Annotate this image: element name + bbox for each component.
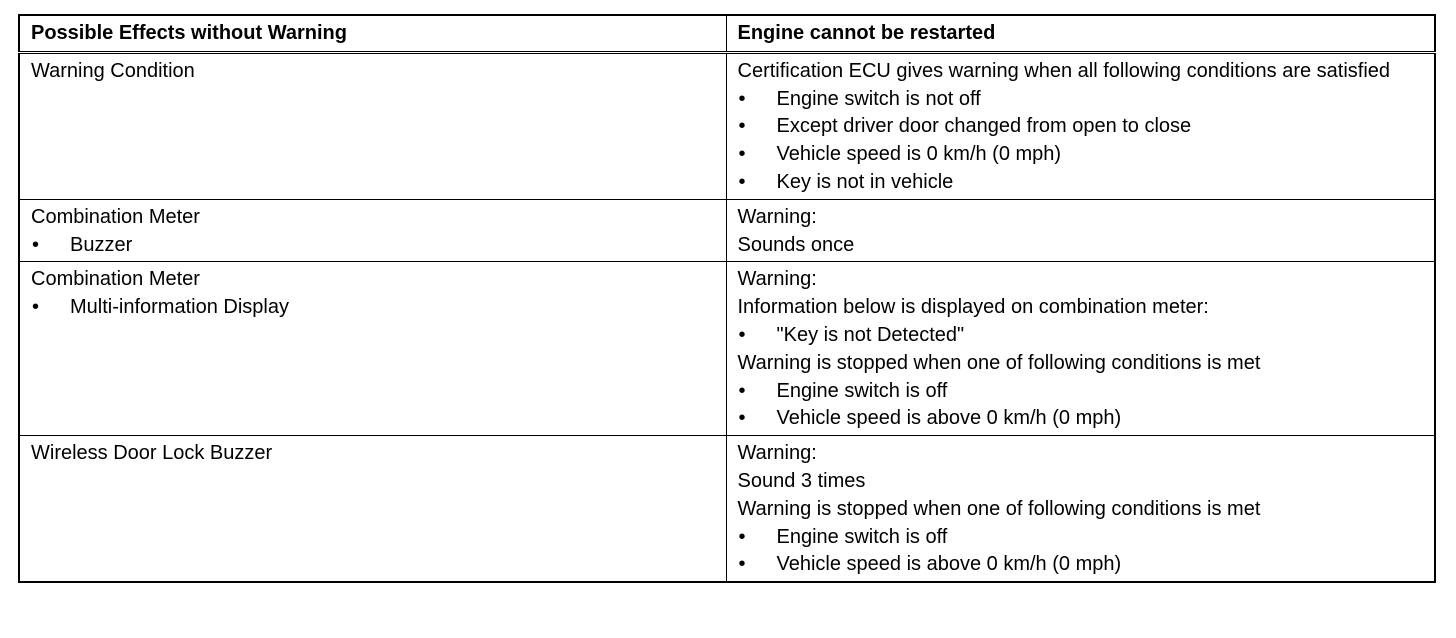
description-bullet: • Engine switch is off: [738, 524, 1425, 552]
description-bullet: • Vehicle speed is 0 km/h (0 mph): [738, 141, 1425, 169]
description-bullet: • Engine switch is not off: [738, 86, 1425, 114]
table-header-row: [19, 15, 1435, 52]
description-text: Warning is stopped when one of following conditions is met: [737, 351, 1261, 374]
description-text: Information below is displayed on combination meter:: [737, 296, 1209, 319]
bullet-icon: •: [738, 115, 746, 138]
description-text: Warning is stopped when one of following conditions is met: [737, 497, 1261, 520]
bullet-icon: •: [738, 323, 746, 346]
bullet-icon: •: [32, 233, 40, 256]
description-bullet: • Key is not in vehicle: [738, 169, 1425, 197]
description-bullet: • Vehicle speed is above 0 km/h (0 mph): [738, 551, 1425, 579]
description-text: Warning:: [737, 205, 817, 228]
effect-title: Combination Meter: [31, 205, 200, 228]
row-effect-cell: [19, 199, 726, 262]
row-effect-cell: [19, 52, 726, 199]
header-engine-cannot-restart: Engine cannot be restarted: [726, 15, 1435, 52]
bullet-icon: •: [738, 379, 746, 402]
row-description-cell: [726, 199, 1435, 262]
effect-title: Wireless Door Lock Buzzer: [31, 442, 273, 465]
effect-title: Warning Condition: [31, 59, 195, 82]
effect-title: Combination Meter: [31, 268, 200, 291]
description-text: Sounds once: [737, 233, 855, 256]
bullet-icon: •: [32, 296, 40, 319]
table-row: [19, 199, 1435, 262]
description-bullet: • "Key is not Detected": [738, 322, 1425, 350]
description-text: Sound 3 times: [737, 469, 866, 492]
row-description-cell: [726, 262, 1435, 436]
bullet-icon: •: [738, 143, 746, 166]
row-effect-cell: [19, 436, 726, 582]
bullet-icon: •: [738, 170, 746, 193]
header-possible-effects: Possible Effects without Warning: [19, 15, 726, 52]
description-bullet: • Except driver door changed from open to close: [738, 113, 1425, 141]
table-row: [19, 262, 1435, 436]
description-text: Warning:: [737, 442, 817, 465]
table-row: [19, 52, 1435, 199]
bullet-icon: •: [738, 87, 746, 110]
bullet-icon: •: [738, 525, 746, 548]
description-bullet: • Engine switch is off: [738, 378, 1425, 406]
bullet-icon: •: [738, 407, 746, 430]
description-bullet: • Vehicle speed is above 0 km/h (0 mph): [738, 405, 1425, 433]
row-effect-cell: [19, 262, 726, 436]
table-row: [19, 436, 1435, 582]
description-text: Certification ECU gives warning when all following conditions are satisfied: [737, 59, 1391, 82]
description-text: Warning:: [737, 268, 817, 291]
warning-effects-table: [18, 14, 1436, 583]
effect-bullet: • Buzzer: [31, 232, 716, 260]
row-description-cell: [726, 436, 1435, 582]
effect-bullet: • Multi-information Display: [31, 294, 716, 322]
row-description-cell: [726, 52, 1435, 199]
bullet-icon: •: [738, 553, 746, 576]
